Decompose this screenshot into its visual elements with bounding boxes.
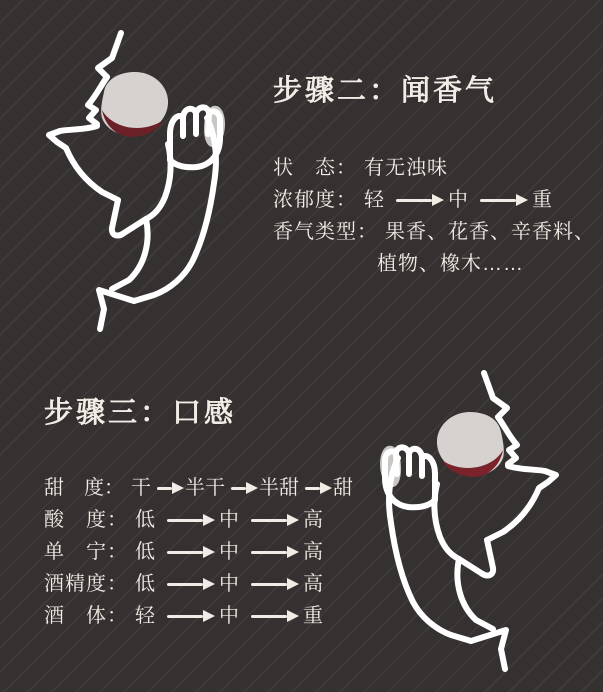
scale-value: 中 [448,189,469,211]
scale-value: 高 [303,509,324,531]
scale-value: 中 [219,573,240,595]
scale-value: 中 [219,509,240,531]
arrow-right-icon [231,487,246,490]
intensity-row [273,188,553,212]
row-label: 状 态： [273,157,357,179]
scale-value: 轻 [364,189,385,211]
arrow-right-icon [167,615,203,618]
arrow-right-icon [251,551,287,554]
row-label: 单 宁： [44,541,128,563]
scale-value: 低 [135,509,156,531]
arrow-right-icon [251,519,287,522]
scale-value: 半甜 [259,477,299,499]
smell-section-title: 步骤二：闻香气 [273,75,498,107]
row-label: 甜 度： [44,477,124,499]
arrow-right-icon [167,551,203,554]
row-label: 酒 体： [44,605,128,627]
scale-value: 中 [219,541,240,563]
arrow-right-icon [305,487,320,490]
person-smelling-wine-illustration [0,0,250,340]
scale-value: 干 [131,477,151,499]
row-label: 浓郁度： [273,189,357,211]
scale-value: 低 [135,573,156,595]
scale-value: 甜 [333,477,353,499]
arrow-right-icon [396,199,432,202]
scale-value: 重 [532,189,553,211]
scale-value: 低 [135,541,156,563]
arrow-right-icon [251,615,287,618]
person-tasting-wine-illustration [355,340,603,680]
arrow-right-icon [251,583,287,586]
aroma-type-row-line2: 植物、橡木…… [377,253,524,275]
acidity-row [44,508,324,532]
tannin-row [44,540,324,564]
scale-value: 半干 [185,477,225,499]
arrow-right-icon [167,519,203,522]
body-row [44,604,324,628]
taste-section-title: 步骤三：口感 [44,397,237,429]
scale-value: 轻 [135,605,156,627]
row-label: 酒精度： [44,573,128,595]
row-label: 香气类型： [273,221,378,243]
arrow-right-icon [167,583,203,586]
taste-section [44,398,384,638]
scale-value: 高 [303,541,324,563]
scale-value: 重 [303,605,324,627]
status-row [273,156,448,180]
aroma-type-row [273,220,595,244]
scale-value: 中 [219,605,240,627]
sweetness-row [44,476,353,500]
alcohol-row [44,572,324,596]
scale-value: 高 [303,573,324,595]
smell-section [273,76,598,286]
arrow-right-icon [480,199,516,202]
row-text: 有无浊味 [364,157,448,179]
row-text: 果香、花香、辛香料、 [385,221,595,243]
row-label: 酸 度： [44,509,128,531]
arrow-right-icon [157,487,172,490]
